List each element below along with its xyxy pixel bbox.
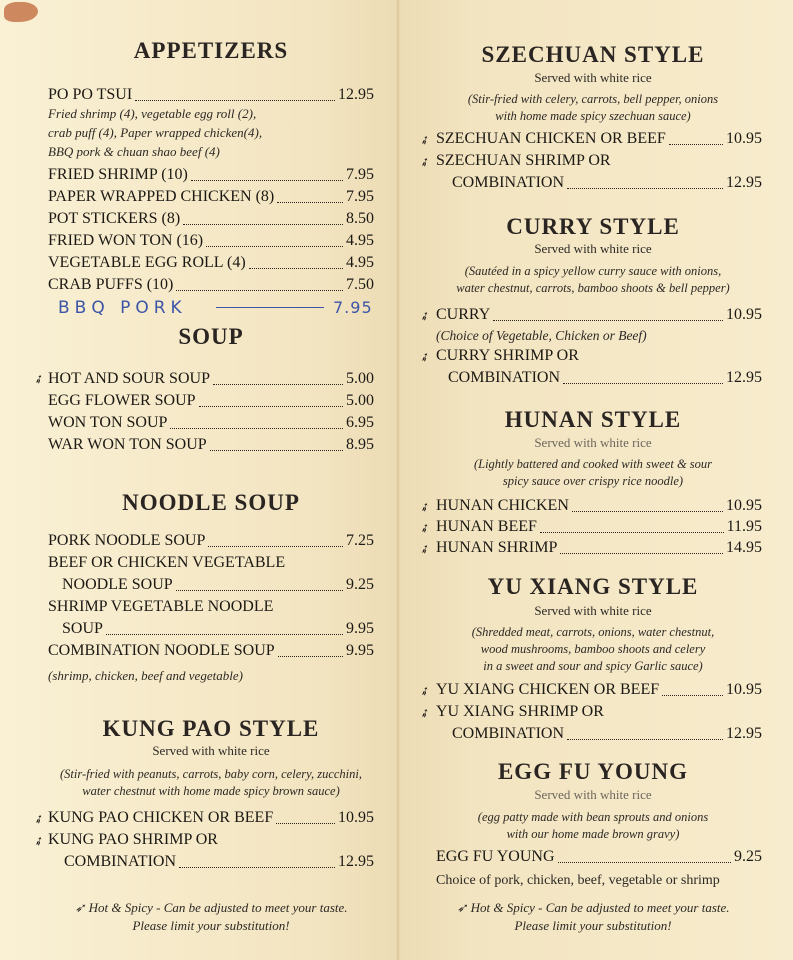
menu-item: HUNAN SHRIMP 14.95 [436,539,762,556]
yu-xiang-title: YU XIANG STYLE [487,574,699,599]
menu-item: FRIED SHRIMP (10) 7.95 [48,166,374,183]
menu-item: HOT AND SOUR SOUP 5.00 [48,370,374,387]
menu-item: FRIED WON TON (16) 4.95 [48,232,374,249]
pepper-icon: ➶ [417,307,433,325]
menu-item: CURRY 10.95 [436,306,762,323]
section-subtitle: Served with white rice [534,70,652,85]
menu-item: KUNG PAO CHICKEN OR BEEF 10.95 [48,809,374,826]
item-description: Fried shrimp (4), vegetable egg roll (2), crab puff (4), Paper wrapped chicken(4), BBQ pork & chuan shao beef (4) [48,106,263,159]
menu-item: BEEF OR CHICKEN VEGETABLE [48,554,286,571]
menu-item: SHRIMP VEGETABLE NOODLE [48,598,274,615]
section-subtitle: Served with white rice [152,743,270,758]
menu-item: COMBINATION 12.95 [452,725,762,742]
appetizers-title: APPETIZERS [133,38,289,63]
szechuan-title: SZECHUAN STYLE [481,42,705,67]
menu-item: SZECHUAN CHICKEN OR BEEF 10.95 [436,130,762,147]
menu-item: VEGETABLE EGG ROLL (4) 4.95 [48,254,374,271]
menu-item: HUNAN BEEF 11.95 [436,518,762,535]
menu-item: COMBINATION NOODLE SOUP 9.95 [48,642,374,659]
menu-item: HUNAN CHICKEN 10.95 [436,497,762,514]
pepper-icon: ➶ [31,370,47,388]
page-fold [396,0,400,960]
paper-tear [4,2,38,22]
kung-pao-title: KUNG PAO STYLE [102,716,320,741]
menu-item: CURRY SHRIMP OR [436,347,579,364]
pepper-icon: ➶ [417,131,433,149]
item-description: Choice of pork, chicken, beef, vegetable or shrimp [436,873,720,888]
footer-note: ➶ Hot & Spicy - Can be adjusted to meet your taste. Please limit your substitution! [74,900,348,933]
menu-item: NOODLE SOUP 9.25 [62,576,374,593]
menu-item: YU XIANG CHICKEN OR BEEF 10.95 [436,681,762,698]
menu-item: COMBINATION 12.95 [64,853,374,870]
item-description: (Choice of Vegetable, Chicken or Beef) [436,328,647,343]
section-note: (egg patty made with bean sprouts and onions with our home made brown gravy) [477,810,709,841]
menu-item: COMBINATION 12.95 [448,369,762,386]
menu-item: WAR WON TON SOUP 8.95 [48,436,374,453]
menu-item: PO PO TSUI 12.95 [48,86,374,103]
section-note: (Lightly battered and cooked with sweet & sour spicy sauce over crispy rice noodle) [473,457,713,488]
curry-title: CURRY STYLE [506,214,680,239]
menu-item: PORK NOODLE SOUP 7.25 [48,532,374,549]
pepper-icon: ➶ [417,519,433,537]
section-note: (Stir-fried with celery, carrots, bell pepper, onions with home made spicy szechuan sauce) [467,92,719,123]
section-note: (Shredded meat, carrots, onions, water chestnut, wood mushrooms, bamboo shoots and celery in a sweet and sour and spicy Garlic sauce) [471,625,715,673]
hunan-title: HUNAN STYLE [504,407,682,432]
menu-item: CRAB PUFFS (10) 7.50 [48,276,374,293]
pepper-icon: ➶ [417,153,433,171]
pepper-icon: ➶ [417,348,433,366]
menu-item: WON TON SOUP 6.95 [48,414,374,431]
menu-item: SOUP 9.95 [62,620,374,637]
section-subtitle: Served with white rice [534,435,652,450]
item-description: (shrimp, chicken, beef and vegetable) [48,668,243,683]
section-subtitle: Served with white rice [534,603,652,618]
section-subtitle: Served with white rice [534,241,652,256]
pepper-icon: ➶ [31,810,47,828]
menu-item: POT STICKERS (8) 8.50 [48,210,374,227]
menu-item: KUNG PAO SHRIMP OR [48,831,218,848]
noodle-soup-title: NOODLE SOUP [122,490,300,515]
pepper-icon: ➶ [31,832,47,850]
section-subtitle: Served with white rice [534,787,652,802]
footer-note: ➶ Hot & Spicy - Can be adjusted to meet your taste. Please limit your substitution! [456,900,730,933]
menu-item: COMBINATION 12.95 [452,174,762,191]
pepper-icon: ➶ [417,682,433,700]
menu-item: SZECHUAN SHRIMP OR [436,152,611,169]
handwritten-line [216,307,324,308]
section-note: (Sautéed in a spicy yellow curry sauce with onions, water chestnut, carrots, bamboo shoots & bell pepper) [456,264,730,295]
egg-fu-young-title: EGG FU YOUNG [497,759,689,784]
pepper-icon: ➶ [417,540,433,558]
pepper-icon: ➶ [417,498,433,516]
menu-item: EGG FU YOUNG 9.25 [436,848,762,865]
pepper-icon: ➶ [456,900,471,915]
menu-item: EGG FLOWER SOUP 5.00 [48,392,374,409]
handwritten-price: 7.95 [333,298,373,317]
section-note: (Stir-fried with peanuts, carrots, baby corn, celery, zucchini, water chestnut with home made spicy brown sauce) [59,767,363,798]
handwritten-item-name: BBQ PORK [58,298,187,318]
menu-item: YU XIANG SHRIMP OR [436,703,604,720]
soup-title: SOUP [178,324,244,349]
menu-item: PAPER WRAPPED CHICKEN (8) 7.95 [48,188,374,205]
pepper-icon: ➶ [417,704,433,722]
pepper-icon: ➶ [74,900,89,915]
